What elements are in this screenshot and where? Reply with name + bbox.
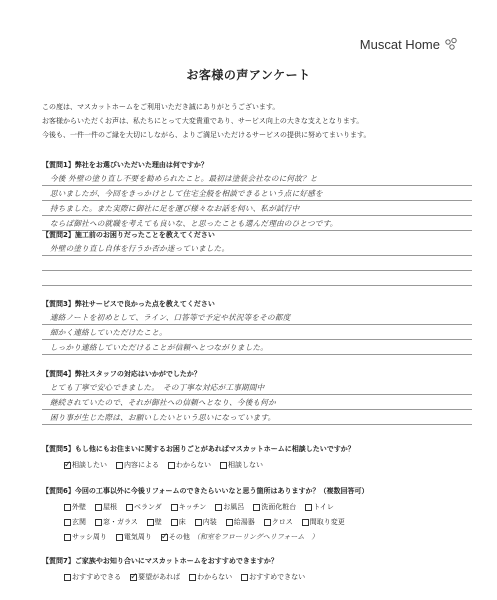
answer-line[interactable] [42, 325, 472, 340]
option-depends[interactable] [116, 458, 159, 473]
checkbox[interactable] [116, 462, 123, 469]
answer-line[interactable] [42, 340, 472, 355]
checkbox-checked[interactable] [130, 574, 137, 581]
checkbox[interactable] [171, 504, 178, 511]
checkbox-checked[interactable] [161, 534, 168, 541]
option-label: おすすめできる [72, 573, 122, 581]
answer-line[interactable] [42, 380, 472, 395]
question-3 [42, 299, 472, 355]
option-sash[interactable] [64, 530, 107, 545]
handwritten-answer: 細かく連絡していただけたこと。 [50, 328, 167, 337]
option-label: 窓・ガラス [103, 518, 138, 526]
option-label: 間取り変更 [309, 518, 345, 526]
option-roof[interactable] [95, 500, 117, 515]
brand-logo [360, 36, 459, 52]
handwritten-answer: ならば御社への就職を考えても良いな、と思ったことも選んだ理由のひとつです。 [50, 219, 338, 228]
option-window-glass[interactable] [95, 515, 138, 530]
checkbox[interactable] [64, 534, 71, 541]
option-label: わからない [176, 461, 211, 469]
checkbox[interactable] [302, 519, 309, 526]
question-title: 【質問1】弊社をお選びいただいた理由は何ですか？ [42, 161, 208, 169]
option-label: おすすめできない [249, 573, 306, 581]
option-label: 内容による [124, 461, 159, 469]
answer-line[interactable] [42, 216, 472, 231]
option-label: わからない [197, 573, 233, 581]
checkbox[interactable] [171, 519, 178, 526]
handwritten-answer: 連絡ノートを初めとして、ライン、口答等で予定や状況等をその都度 [50, 313, 291, 322]
option-bath[interactable] [215, 500, 244, 515]
option-wallpaper[interactable] [264, 515, 293, 530]
checkbox[interactable] [64, 574, 71, 581]
option-layout-change[interactable] [302, 515, 345, 530]
option-label: 相談したい [72, 461, 107, 469]
option-label: 洗面化粧台 [261, 503, 297, 511]
option-consult[interactable] [64, 458, 107, 473]
option-toilet[interactable] [305, 500, 334, 515]
option-label: 内装 [202, 518, 217, 526]
question-title: 【質問2】施工前のお困りだったことを教えてください [42, 231, 215, 239]
handwritten-answer: 持ちました。また実際に御社に足を運び様々なお話を伺い、私が試行中 [50, 204, 300, 213]
option-label: 玄関 [72, 518, 86, 526]
answer-line[interactable] [42, 310, 472, 325]
question-title: 【質問6】今回の工事以外に今後リフォームのできたらいいなと思う箇所はありますか？（複数回答可） [42, 487, 369, 495]
question-5 [42, 444, 472, 473]
logo-mark-icon [443, 36, 459, 52]
handwritten-answer: とても丁寧で安心できました。 その丁寧な対応が工事期間中 [50, 383, 265, 392]
answer-line[interactable] [42, 256, 472, 271]
option-label: お風呂 [223, 503, 245, 511]
handwritten-answer: 継続されていたので、それが御社への信頼へとなり、今後も何か [50, 398, 276, 407]
answer-line[interactable] [42, 171, 472, 186]
checkbox[interactable] [116, 534, 123, 541]
option-label: 給湯器 [233, 518, 255, 526]
option-electrical[interactable] [116, 530, 152, 545]
handwritten-answer: 困り事が生じた際は、お願いしたいという思いになっています。 [50, 413, 276, 422]
other-handwritten-note: （和室をフローリングへリフォーム ） [192, 533, 319, 541]
option-label: キッチン [178, 503, 207, 511]
option-label: 壁 [154, 518, 162, 526]
checkbox[interactable] [189, 574, 196, 581]
option-label: 電気周り [123, 533, 152, 541]
handwritten-answer: 思いましたが、今回をきっかけとして住宅全般を相談できるという点に好感を [50, 189, 323, 198]
intro-line: 今後も、一件一件のご縁を大切にしながら、よりご満足いただけるサービスの提供に努めてまいります。 [42, 131, 371, 139]
brand-name: Muscat Home [359, 36, 440, 52]
question-title: 【質問3】弊社サービスで良かった点を教えてください [42, 300, 215, 308]
question-title: 【質問4】弊社スタッフの対応はいかがでしたか？ [42, 370, 201, 378]
option-exterior-wall[interactable] [64, 500, 86, 515]
option-label: 屋根 [103, 503, 117, 511]
intro-line: お客様からいただくお声は、私たちにとって大変貴重であり、サービス向上の大きな支えとなります。 [42, 117, 364, 125]
question-1 [42, 160, 472, 231]
page-title: お客様の声アンケート [186, 68, 311, 82]
option-floor[interactable] [171, 515, 186, 530]
question-7 [42, 556, 472, 585]
option-no-consult[interactable] [220, 458, 263, 473]
option-label: その他 [168, 533, 190, 541]
intro-line: この度は、マスカットホームをご利用いただき誠にありがとうございます。 [42, 103, 280, 111]
checkbox[interactable] [95, 519, 102, 526]
checkbox[interactable] [241, 574, 248, 581]
option-label: 外壁 [72, 503, 86, 511]
option-other[interactable] [161, 530, 319, 545]
checkbox[interactable] [220, 462, 227, 469]
option-not-recommend[interactable] [241, 570, 305, 585]
checkbox[interactable] [64, 519, 71, 526]
option-label: トイレ [313, 503, 334, 511]
option-kitchen[interactable] [171, 500, 207, 515]
option-wall[interactable] [147, 515, 162, 530]
question-4 [42, 369, 472, 425]
handwritten-answer: 外壁の塗り直し自体を行うか否か迷っていました。 [50, 244, 230, 253]
answer-line[interactable] [42, 271, 472, 286]
option-label: 床 [178, 518, 186, 526]
checkbox[interactable] [147, 519, 154, 526]
question-2 [42, 230, 472, 286]
handwritten-answer: しっかり連絡していただけることが信頼へとつながりました。 [50, 343, 269, 352]
option-interior[interactable] [195, 515, 217, 530]
option-recommend[interactable] [64, 570, 121, 585]
question-6 [42, 486, 472, 545]
option-label: 相談しない [228, 461, 263, 469]
checkbox[interactable] [64, 504, 71, 511]
question-title: 【質問5】もし他にもお住まいに関するお困りごとがあればマスカットホームに相談したいですか？ [42, 445, 355, 453]
answer-line[interactable] [42, 201, 472, 216]
handwritten-answer: 今後 外壁の塗り直し不要を勧められたこと。最初は塗装会社なのに何故？と [50, 174, 318, 183]
checkbox[interactable] [215, 504, 222, 511]
answer-line[interactable] [42, 186, 472, 201]
checkbox[interactable] [95, 504, 102, 511]
question-title: 【質問7】ご家族やお知り合いにマスカットホームをおすすめできますか？ [42, 557, 278, 565]
checkbox[interactable] [264, 519, 271, 526]
option-veranda[interactable] [126, 500, 162, 515]
checkbox[interactable] [168, 462, 175, 469]
answer-line[interactable] [42, 241, 472, 256]
option-label: クロス [271, 518, 293, 526]
option-label: ベランダ [134, 503, 162, 511]
checkbox-checked[interactable] [64, 462, 71, 469]
option-label: サッシ周り [72, 533, 107, 541]
checkbox[interactable] [126, 504, 133, 511]
option-entrance[interactable] [64, 515, 86, 530]
intro-text [42, 100, 472, 142]
option-label: 要望があれば [138, 573, 181, 581]
option-water-heater[interactable] [226, 515, 255, 530]
checkbox[interactable] [305, 504, 312, 511]
option-unsure[interactable] [168, 458, 211, 473]
checkbox[interactable] [226, 519, 233, 526]
checkbox[interactable] [195, 519, 202, 526]
option-if-requested[interactable] [130, 570, 180, 585]
option-unsure[interactable] [189, 570, 232, 585]
answer-line[interactable] [42, 395, 472, 410]
option-vanity[interactable] [253, 500, 296, 515]
answer-line[interactable] [42, 410, 472, 425]
checkbox[interactable] [253, 504, 260, 511]
